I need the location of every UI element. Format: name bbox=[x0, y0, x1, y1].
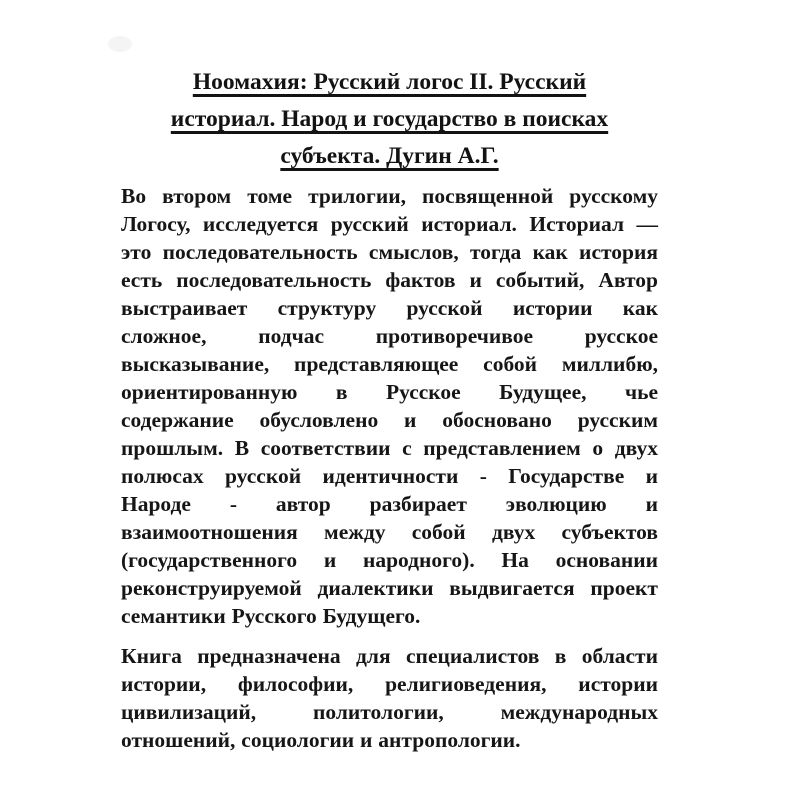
text-line: полюсах русской идентичности - Государстве и bbox=[121, 464, 658, 488]
title-line: Ноомахия: Русский логос II. Русский bbox=[192, 69, 587, 95]
text-line: сложное, подчас противоречивое русское bbox=[121, 324, 658, 348]
description-paragraph bbox=[121, 182, 658, 630]
text-line: цивилизаций, политологии, международных bbox=[121, 700, 658, 724]
text-line: взаимоотношения между собой двух субъектов bbox=[121, 520, 658, 544]
text-line: (государственного и народного). На основании bbox=[121, 548, 658, 572]
text-line: истории, философии, религиоведения, истории bbox=[121, 672, 658, 696]
text-line: прошлым. В соответствии с представлением о двух bbox=[121, 436, 658, 460]
title-line: историал. Народ и государство в поисках bbox=[170, 106, 609, 132]
book-title bbox=[121, 64, 658, 175]
title-line: субъекта. Дугин А.Г. bbox=[280, 143, 499, 169]
scan-smudge bbox=[108, 36, 132, 52]
text-line: семантики Русского Будущего. bbox=[121, 604, 421, 628]
text-line: реконструируемой диалектики выдвигается проект bbox=[121, 576, 658, 600]
text-line: отношений, социологии и антропологии. bbox=[121, 728, 521, 752]
text-line: это последовательность смыслов, тогда как история bbox=[121, 240, 658, 264]
text-line: Книга предназначена для специалистов в области bbox=[121, 644, 658, 668]
text-line: Логосу, исследуется русский историал. Историал — bbox=[121, 212, 658, 236]
text-line: выстраивает структуру русской истории как bbox=[121, 296, 658, 320]
text-line: Народе - автор разбирает эволюцию и bbox=[121, 492, 658, 516]
text-line: содержание обусловлено и обосновано русским bbox=[121, 408, 658, 432]
text-line: высказывание, представляющее собой миллибю, bbox=[121, 352, 658, 376]
annotation-content bbox=[121, 64, 658, 754]
text-line: Во втором томе трилогии, посвященной русскому bbox=[121, 184, 658, 208]
text-line: есть последовательность фактов и событий, Автор bbox=[121, 268, 658, 292]
text-line: ориентированную в Русское Будущее, чье bbox=[121, 380, 658, 404]
audience-paragraph bbox=[121, 642, 658, 754]
annotation-body bbox=[121, 182, 658, 754]
